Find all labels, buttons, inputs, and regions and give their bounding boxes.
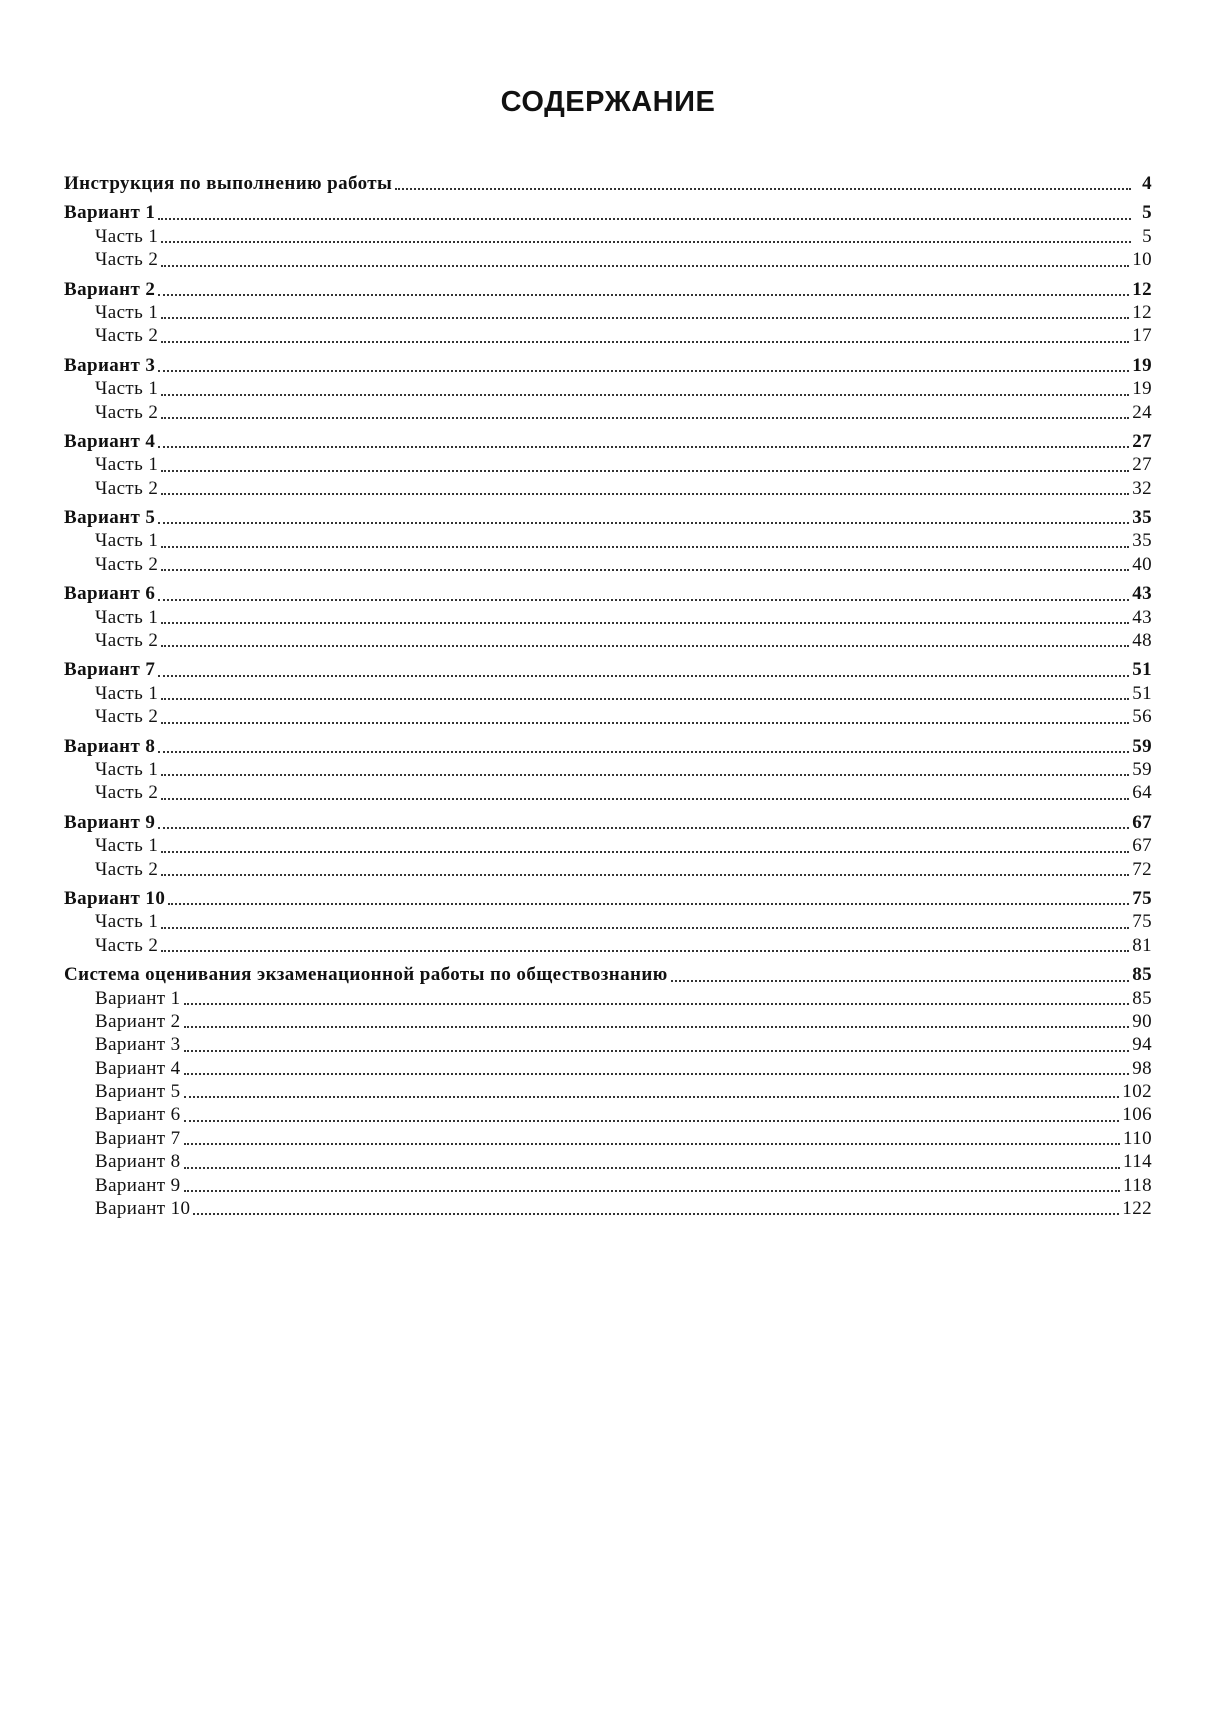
toc-entry-label: Вариант 5 bbox=[95, 1081, 181, 1103]
dot-leader bbox=[158, 599, 1129, 601]
dot-leader bbox=[161, 265, 1129, 267]
toc-page-number: 19 bbox=[1132, 354, 1152, 376]
toc-entry-label: Часть 1 bbox=[95, 530, 159, 552]
toc-entry-subsection bbox=[64, 377, 1152, 400]
toc-page-number: 110 bbox=[1123, 1127, 1152, 1149]
dot-leader bbox=[184, 1050, 1130, 1052]
toc-entry-subsection bbox=[64, 453, 1152, 476]
toc-entry-label: Вариант 9 bbox=[64, 811, 156, 833]
toc-page-number: 5 bbox=[1142, 202, 1152, 224]
dot-leader bbox=[161, 470, 1129, 472]
toc-page-number: 4 bbox=[1142, 173, 1152, 194]
toc-entry-label: Часть 1 bbox=[95, 225, 159, 247]
dot-leader bbox=[158, 675, 1129, 677]
toc-entry-section bbox=[64, 735, 1152, 758]
toc-entry-label: Вариант 6 bbox=[64, 583, 156, 605]
toc-entry-subsection bbox=[64, 301, 1152, 324]
dot-leader bbox=[161, 317, 1129, 319]
toc-entry-label: Вариант 2 bbox=[95, 1010, 181, 1032]
toc-page-number: 27 bbox=[1132, 430, 1152, 452]
dot-leader bbox=[161, 798, 1129, 800]
dot-leader bbox=[184, 1120, 1120, 1122]
toc-page-number: 40 bbox=[1132, 553, 1152, 575]
toc-entry-label: Вариант 8 bbox=[95, 1151, 181, 1173]
dot-leader bbox=[158, 218, 1131, 220]
toc-entry-subsection bbox=[64, 1103, 1152, 1126]
toc-entry-label: Часть 2 bbox=[95, 630, 159, 652]
toc-entry-subsection bbox=[64, 606, 1152, 629]
toc-page-number: 75 bbox=[1132, 911, 1152, 933]
toc-page-number: 17 bbox=[1132, 325, 1152, 347]
toc-entry-subsection bbox=[64, 248, 1152, 271]
toc-entry-subsection bbox=[64, 1057, 1152, 1080]
toc-entry-label: Часть 1 bbox=[95, 454, 159, 476]
toc-page-number: 98 bbox=[1132, 1057, 1152, 1079]
toc-page-number: 43 bbox=[1132, 606, 1152, 628]
toc-page-number: 118 bbox=[1123, 1174, 1152, 1196]
toc-page-number: 114 bbox=[1123, 1151, 1152, 1173]
toc-entry-section bbox=[64, 811, 1152, 834]
toc-entry-label: Вариант 10 bbox=[95, 1198, 191, 1220]
toc-entry-label: Часть 2 bbox=[95, 782, 159, 804]
toc-page-number: 72 bbox=[1132, 858, 1152, 880]
toc-entry-subsection bbox=[64, 477, 1152, 500]
dot-leader bbox=[161, 645, 1129, 647]
toc-page-number: 85 bbox=[1132, 987, 1152, 1009]
dot-leader bbox=[161, 927, 1129, 929]
dot-leader bbox=[184, 1003, 1130, 1005]
toc-page-number: 56 bbox=[1132, 706, 1152, 728]
dot-leader bbox=[161, 698, 1129, 700]
toc-entry-label: Инструкция по выполнению работы bbox=[64, 173, 393, 194]
toc-page-number: 85 bbox=[1132, 964, 1152, 986]
dot-leader bbox=[161, 774, 1129, 776]
toc-entry-subsection bbox=[64, 1174, 1152, 1197]
toc-page-number: 59 bbox=[1132, 735, 1152, 757]
table-of-contents bbox=[64, 172, 1152, 1220]
toc-entry-subsection bbox=[64, 682, 1152, 705]
toc-entry-label: Часть 1 bbox=[95, 301, 159, 323]
toc-entry-section bbox=[64, 506, 1152, 529]
toc-page-number: 32 bbox=[1132, 477, 1152, 499]
toc-entry-label: Часть 2 bbox=[95, 706, 159, 728]
toc-page-number: 5 bbox=[1142, 225, 1152, 247]
toc-entry-subsection bbox=[64, 758, 1152, 781]
toc-entry-label: Часть 1 bbox=[95, 682, 159, 704]
toc-entry-section bbox=[64, 172, 1152, 195]
toc-entry-subsection bbox=[64, 1080, 1152, 1103]
toc-entry-section bbox=[64, 887, 1152, 910]
toc-page-number: 75 bbox=[1132, 887, 1152, 909]
toc-entry-section bbox=[64, 582, 1152, 605]
toc-entry-subsection bbox=[64, 934, 1152, 957]
toc-entry-label: Часть 2 bbox=[95, 858, 159, 880]
toc-entry-label: Вариант 10 bbox=[64, 887, 166, 909]
toc-page-number: 67 bbox=[1132, 811, 1152, 833]
toc-page-number: 12 bbox=[1132, 278, 1152, 300]
toc-entry-label: Часть 2 bbox=[95, 249, 159, 271]
toc-page-number: 59 bbox=[1132, 758, 1152, 780]
dot-leader bbox=[158, 370, 1129, 372]
toc-entry-label: Часть 2 bbox=[95, 325, 159, 347]
toc-entry-label: Часть 1 bbox=[95, 378, 159, 400]
dot-leader bbox=[161, 950, 1129, 952]
toc-entry-label: Вариант 9 bbox=[95, 1174, 181, 1196]
dot-leader bbox=[158, 751, 1129, 753]
dot-leader bbox=[161, 722, 1129, 724]
toc-entry-section bbox=[64, 278, 1152, 301]
page-title: СОДЕРЖАНИЕ bbox=[500, 86, 716, 118]
dot-leader bbox=[184, 1143, 1120, 1145]
toc-entry-subsection bbox=[64, 781, 1152, 804]
toc-entry-label: Система оценивания экзаменационной работы по обществознанию bbox=[64, 964, 668, 986]
toc-entry-label: Часть 2 bbox=[95, 934, 159, 956]
toc-entry-label: Вариант 6 bbox=[95, 1104, 181, 1126]
toc-page-number: 19 bbox=[1132, 378, 1152, 400]
toc-entry-subsection bbox=[64, 858, 1152, 881]
dot-leader bbox=[158, 827, 1129, 829]
toc-entry-subsection bbox=[64, 910, 1152, 933]
toc-entry-label: Часть 2 bbox=[95, 477, 159, 499]
dot-leader bbox=[161, 493, 1129, 495]
toc-entry-label: Вариант 1 bbox=[64, 202, 156, 224]
toc-page-number: 51 bbox=[1132, 659, 1152, 681]
toc-entry-section bbox=[64, 201, 1152, 224]
toc-page-number: 67 bbox=[1132, 835, 1152, 857]
toc-entry-label: Вариант 4 bbox=[95, 1057, 181, 1079]
toc-entry-subsection bbox=[64, 834, 1152, 857]
dot-leader bbox=[184, 1026, 1130, 1028]
dot-leader bbox=[161, 569, 1129, 571]
toc-entry-subsection bbox=[64, 225, 1152, 248]
dot-leader bbox=[158, 446, 1129, 448]
toc-page-number: 64 bbox=[1132, 782, 1152, 804]
dot-leader bbox=[161, 241, 1131, 243]
dot-leader bbox=[184, 1167, 1120, 1169]
toc-page-number: 81 bbox=[1132, 934, 1152, 956]
dot-leader bbox=[161, 417, 1129, 419]
toc-entry-subsection bbox=[64, 1010, 1152, 1033]
toc-page-number: 106 bbox=[1122, 1104, 1152, 1126]
toc-entry-subsection bbox=[64, 1033, 1152, 1056]
toc-page-number: 27 bbox=[1132, 454, 1152, 476]
toc-entry-subsection bbox=[64, 1197, 1152, 1220]
toc-entry-subsection bbox=[64, 324, 1152, 347]
toc-entry-label: Вариант 5 bbox=[64, 507, 156, 529]
toc-entry-subsection bbox=[64, 553, 1152, 576]
toc-entry-section bbox=[64, 658, 1152, 681]
toc-page-number: 43 bbox=[1132, 583, 1152, 605]
dot-leader bbox=[168, 903, 1129, 905]
toc-page-number: 12 bbox=[1132, 301, 1152, 323]
toc-page-number: 35 bbox=[1132, 530, 1152, 552]
dot-leader bbox=[184, 1073, 1130, 1075]
toc-entry-label: Часть 2 bbox=[95, 553, 159, 575]
dot-leader bbox=[158, 294, 1129, 296]
dot-leader bbox=[161, 341, 1129, 343]
toc-entry-subsection bbox=[64, 529, 1152, 552]
dot-leader bbox=[161, 851, 1129, 853]
dot-leader bbox=[161, 622, 1129, 624]
toc-entry-label: Вариант 4 bbox=[64, 430, 156, 452]
toc-entry-label: Часть 1 bbox=[95, 758, 159, 780]
toc-page-number: 90 bbox=[1132, 1010, 1152, 1032]
toc-entry-subsection bbox=[64, 629, 1152, 652]
dot-leader bbox=[161, 394, 1129, 396]
toc-page-number: 48 bbox=[1132, 630, 1152, 652]
toc-entry-subsection bbox=[64, 987, 1152, 1010]
toc-entry-section bbox=[64, 430, 1152, 453]
toc-entry-label: Часть 1 bbox=[95, 835, 159, 857]
toc-page-number: 24 bbox=[1132, 401, 1152, 423]
dot-leader bbox=[161, 546, 1129, 548]
toc-page-number: 10 bbox=[1132, 249, 1152, 271]
toc-entry-subsection bbox=[64, 1127, 1152, 1150]
toc-entry-subsection bbox=[64, 401, 1152, 424]
toc-entry-subsection bbox=[64, 1150, 1152, 1173]
toc-entry-label: Вариант 2 bbox=[64, 278, 156, 300]
dot-leader bbox=[184, 1190, 1120, 1192]
toc-page-number: 51 bbox=[1132, 682, 1152, 704]
dot-leader bbox=[193, 1213, 1119, 1215]
dot-leader bbox=[395, 188, 1131, 190]
toc-page-number: 94 bbox=[1132, 1034, 1152, 1056]
dot-leader bbox=[161, 874, 1129, 876]
toc-page-number: 122 bbox=[1122, 1198, 1152, 1220]
toc-entry-label: Вариант 8 bbox=[64, 735, 156, 757]
toc-entry-label: Часть 1 bbox=[95, 911, 159, 933]
toc-entry-label: Вариант 7 bbox=[95, 1127, 181, 1149]
toc-entry-label: Часть 2 bbox=[95, 401, 159, 423]
toc-entry-section bbox=[64, 354, 1152, 377]
dot-leader bbox=[671, 980, 1130, 982]
toc-entry-label: Вариант 1 bbox=[95, 987, 181, 1009]
dot-leader bbox=[184, 1096, 1120, 1098]
dot-leader bbox=[158, 522, 1129, 524]
toc-entry-label: Вариант 7 bbox=[64, 659, 156, 681]
toc-page-number: 35 bbox=[1132, 507, 1152, 529]
toc-entry-label: Часть 1 bbox=[95, 606, 159, 628]
toc-entry-label: Вариант 3 bbox=[95, 1034, 181, 1056]
toc-entry-label: Вариант 3 bbox=[64, 354, 156, 376]
toc-entry-section bbox=[64, 963, 1152, 986]
toc-entry-subsection bbox=[64, 705, 1152, 728]
toc-page-number: 102 bbox=[1122, 1081, 1152, 1103]
